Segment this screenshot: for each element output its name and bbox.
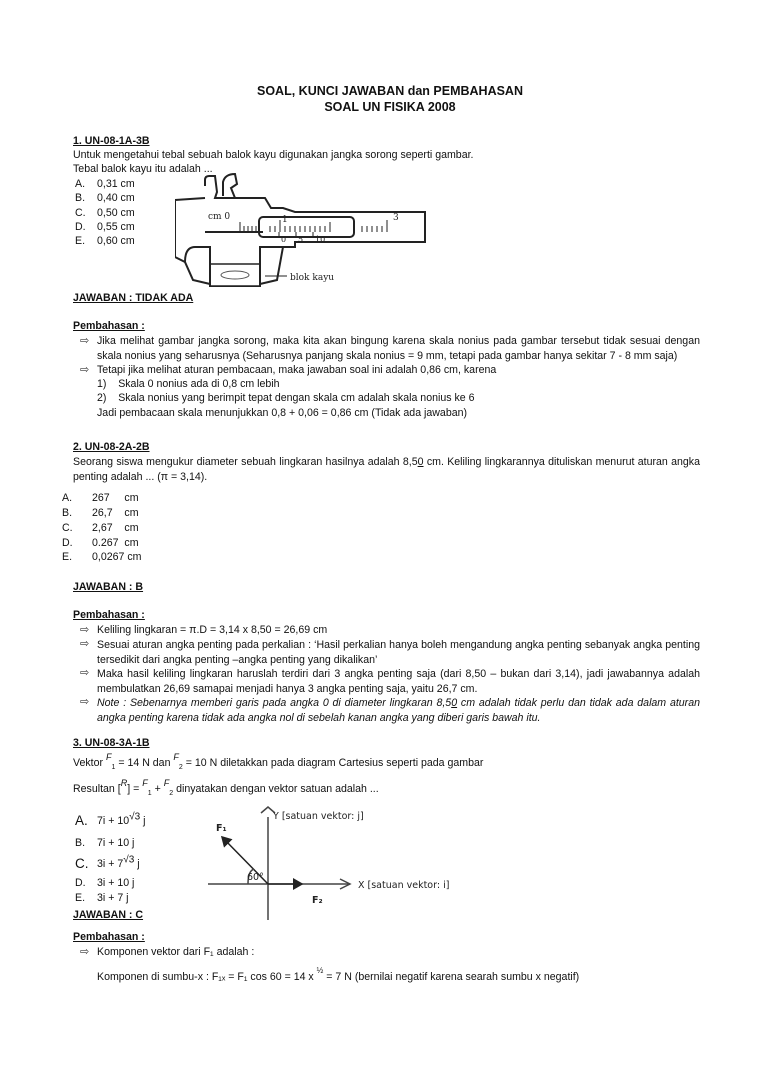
subscript: 2	[178, 764, 183, 772]
vector-symbol: R	[120, 778, 128, 788]
text-part: = 10 N diletakkan pada diagram Cartesius seperti pada gambar	[182, 757, 484, 769]
fraction: ½	[316, 966, 324, 975]
q3-text	[73, 752, 484, 772]
option-value: 0,31 cm	[97, 178, 135, 190]
f2-label: F₂	[312, 895, 323, 906]
q2-text-part: cm. Keliling lingkarannya dituliskan menurut aturan angka penting adalah ... (π = 3,14).	[73, 456, 700, 483]
q2-underlined-digit: 0	[417, 456, 424, 468]
option-letter: C.	[62, 522, 73, 534]
vector-symbol: F	[105, 752, 112, 762]
q3-component	[97, 966, 580, 984]
note-underlined-digit: 0	[451, 697, 458, 709]
value-part: 3i + 7	[97, 858, 124, 870]
q2-header: 2. UN-08-2A-2B	[73, 441, 150, 453]
option-value: 0,60 cm	[97, 235, 135, 247]
vector-symbol: F	[163, 778, 170, 788]
option-value: 2,67 cm	[92, 522, 139, 534]
subscript: 1	[147, 790, 152, 798]
q2-note	[97, 696, 700, 725]
arrow-bullet-icon: ⇨	[80, 696, 90, 708]
option-value: 0,50 cm	[97, 207, 135, 219]
q2-text-part: Seorang siswa mengukur diameter sebuah lingkaran hasilnya adalah 8,5	[73, 456, 418, 468]
option-value: 267 cm	[92, 492, 139, 504]
q2-answer: JAWABAN : B	[73, 581, 144, 593]
note-part: cm adalah tidak perlu dan tidak ada dalam aturan angka penting karena tidak ada angka nol di sebelah kanan angka yang diberi garis bawah itu.	[97, 697, 700, 724]
q1-step: 1) Skala 0 nonius ada di 0,8 cm lebih	[97, 378, 280, 390]
vernier-caliper-figure	[175, 172, 435, 287]
option-value: 0.267 cm	[92, 537, 139, 549]
option-letter: C.	[75, 207, 86, 219]
q2-bullet: Sesuai aturan angka penting pada perkalian : ‘Hasil perkalian hanya boleh mengandung angka penting sebanyak angka penting tersedikit dari angka penting –angka penting yang dikalikan’	[97, 639, 700, 666]
value-part: j	[140, 815, 146, 827]
arrow-bullet-icon: ⇨	[80, 638, 90, 650]
q1-text: Tebal balok kayu itu adalah ...	[73, 163, 213, 175]
q2-bullet: Keliling lingkaran = π.D = 3,14 x 8,50 = 26,69 cm	[97, 624, 328, 636]
y-axis-label: Y [satuan vektor: j]	[273, 811, 364, 822]
block-label: blok kayu	[290, 273, 335, 283]
q2-discussion-label: Pembahasan :	[73, 609, 145, 621]
q1-header: 1. UN-08-1A-3B	[73, 135, 150, 147]
option-letter: D.	[75, 221, 86, 233]
text-part: dinyatakan dengan vektor satuan adalah ...	[173, 783, 379, 795]
nonius-10: 10	[315, 235, 326, 244]
q1-bullet: Jika melihat gambar jangka sorong, maka kita akan bingung karena skala nonius pada gambar tersebut tidak sesuai dengan skala nonius yang seharusnya (Seharusnya panjang skala nonius = 9 mm, tetapi pada gambar hanya sekitar 7 - 8 mm saja)	[97, 335, 700, 362]
arrow-bullet-icon: ⇨	[80, 946, 90, 958]
option-value: 26,7 cm	[92, 507, 139, 519]
q1-text: Untuk mengetahui tebal sebuah balok kayu digunakan jangka sorong seperti gambar.	[73, 149, 474, 161]
angle-label: 60°	[247, 872, 264, 883]
option-letter: E.	[75, 235, 86, 247]
document-title: SOAL, KUNCI JAWABAN dan PEMBAHASAN	[257, 84, 523, 98]
text-part: Vektor	[73, 757, 106, 769]
option-value: 0,55 cm	[97, 221, 135, 233]
q3-header: 3. UN-08-3A-1B	[73, 737, 150, 749]
option-letter: A.	[62, 492, 73, 504]
note-part: Note : Sebenarnya memberi garis pada angka 0 di diameter lingkaran 8,5	[97, 697, 452, 709]
q1-step: 2) Skala nonius yang berimpit tepat dengan skala cm adalah skala nonius ke 6	[97, 392, 475, 404]
text-part: Komponen di sumbu-x : F₁ₓ = F₁ cos 60 = 14 x	[97, 971, 317, 983]
option-letter: E.	[62, 551, 73, 563]
option-value	[97, 854, 140, 871]
main-scale-1: 1	[282, 215, 288, 225]
nonius-0: 0	[281, 235, 287, 244]
q3-discussion-label: Pembahasan :	[73, 931, 145, 943]
option-letter: A.	[75, 813, 88, 828]
arrow-bullet-icon: ⇨	[80, 667, 90, 679]
q2-bullet: Maka hasil keliling lingkaran haruslah terdiri dari 3 angka penting saja (dari 8,50 – bukan dari 3,14), jadi jawabannya adalah membulatkan 26,69 samapai menjadi hanya 3 angka penting saja, yaitu 26,7 cm.	[97, 668, 700, 695]
q3-bullet: Komponen vektor dari F₁ adalah :	[97, 946, 255, 958]
option-value: 7i + 10 j	[97, 837, 135, 849]
option-letter: B.	[62, 507, 73, 519]
text-part: ] =	[127, 783, 143, 795]
document-subtitle: SOAL UN FISIKA 2008	[324, 100, 456, 114]
option-letter: E.	[75, 892, 86, 904]
arrow-bullet-icon: ⇨	[80, 364, 90, 376]
option-value: 0,0267 cm	[92, 551, 142, 563]
q1-conclusion: Jadi pembacaan skala menunjukkan 0,8 + 0,06 = 0,86 cm (Tidak ada jawaban)	[97, 407, 468, 419]
sqrt-exponent: √3	[123, 854, 135, 866]
option-value: 3i + 10 j	[97, 877, 135, 889]
arrow-bullet-icon: ⇨	[80, 624, 90, 636]
option-letter: A.	[75, 178, 86, 190]
q3-answer: JAWABAN : C	[73, 909, 144, 921]
subscript: 1	[111, 764, 116, 772]
option-value	[97, 811, 146, 828]
x-axis-label: X [satuan vektor: i]	[358, 880, 450, 891]
cartesian-vector-diagram	[200, 805, 590, 920]
text-part: +	[151, 783, 164, 795]
q1-discussion-label: Pembahasan :	[73, 320, 145, 332]
sqrt-exponent: √3	[129, 811, 141, 823]
nonius-5: 5	[298, 235, 304, 244]
vector-symbol: F	[142, 778, 148, 788]
text-part: Resultan [	[73, 783, 121, 795]
text-part: = 7 N (bernilai negatif karena searah sumbu x negatif)	[323, 971, 580, 983]
cm-label: cm 0	[208, 212, 231, 222]
option-value: 3i + 7 j	[97, 892, 129, 904]
option-letter: B.	[75, 837, 86, 849]
vector-symbol: F	[173, 752, 179, 762]
q1-bullet: Tetapi jika melihat aturan pembacaan, maka jawaban soal ini adalah 0,86 cm, karena	[97, 364, 497, 376]
option-letter: D.	[75, 877, 86, 889]
option-letter: B.	[75, 192, 86, 204]
q1-answer: JAWABAN : TIDAK ADA	[73, 292, 194, 304]
f1-label: F₁	[216, 823, 227, 834]
value-part: j	[134, 858, 140, 870]
main-scale-3: 3	[393, 213, 399, 223]
option-value: 0,40 cm	[97, 192, 135, 204]
option-letter: D.	[62, 537, 73, 549]
option-letter: C.	[75, 856, 89, 871]
value-part: 7i + 10	[97, 815, 130, 827]
q3-text	[73, 778, 379, 798]
subscript: 2	[169, 790, 174, 798]
q2-text	[73, 455, 700, 484]
arrow-bullet-icon: ⇨	[80, 335, 90, 347]
text-part: = 14 N dan	[115, 757, 174, 769]
